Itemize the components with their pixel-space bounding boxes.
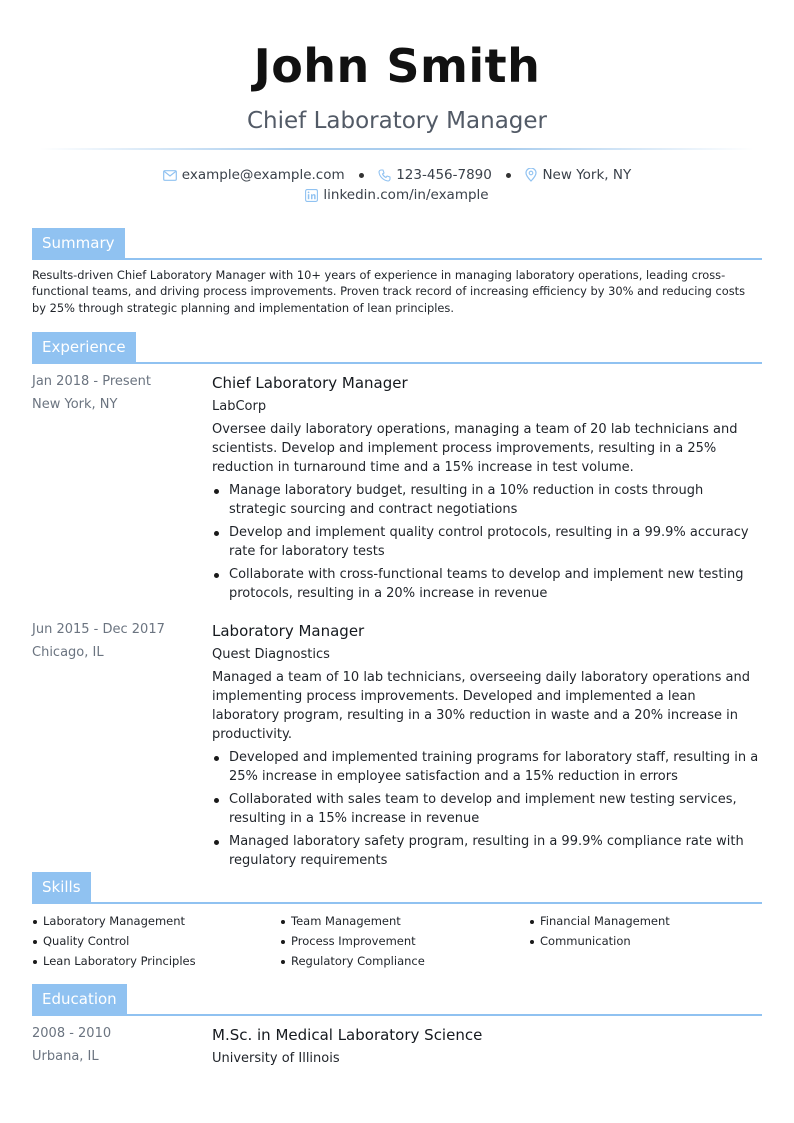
job-description: Oversee daily laboratory operations, managing a team of 20 lab technicians and scientists. Develop and implement process improvements, resulting in a 25% reduction in turnaround time and a 15% increase in test volume. xyxy=(212,422,738,475)
candidate-name: John Smith xyxy=(253,39,541,93)
job-dates: Jun 2015 - Dec 2017 xyxy=(32,622,165,637)
section-title: Skills xyxy=(32,872,91,902)
list-item: Manage laboratory budget, resulting in a 10% reduction in costs through strategic sourcing and contract negotiations xyxy=(212,481,764,519)
section-experience xyxy=(32,332,762,364)
education-location: Urbana, IL xyxy=(32,1049,99,1064)
job-meta xyxy=(32,370,202,416)
candidate-title: Chief Laboratory Manager xyxy=(247,108,547,134)
list-item: Developed and implemented training programs for laboratory staff, resulting in a 25% increase in employee satisfaction and a 15% reduction in errors xyxy=(212,748,764,786)
section-title: Summary xyxy=(32,228,125,258)
mail-icon xyxy=(163,170,177,181)
skill-item: Lean Laboratory Principles xyxy=(32,951,272,971)
skill-item: Process Improvement xyxy=(280,931,520,951)
job-bullets xyxy=(212,748,764,870)
phone-text: 123-456-7890 xyxy=(396,167,492,183)
section-rule xyxy=(32,362,762,364)
job-location: Chicago, IL xyxy=(32,645,104,660)
contact-row-2 xyxy=(0,185,794,205)
job-dates: Jan 2018 - Present xyxy=(32,374,151,389)
skill-item: Team Management xyxy=(280,911,520,931)
section-rule xyxy=(32,902,762,904)
section-rule xyxy=(32,1014,762,1016)
skill-item: Financial Management xyxy=(529,911,769,931)
skill-item: Communication xyxy=(529,931,769,951)
section-summary xyxy=(32,228,762,260)
separator-dot xyxy=(506,173,511,178)
contact-phone[interactable] xyxy=(378,165,492,185)
linkedin-icon xyxy=(305,189,318,202)
section-rule xyxy=(32,258,762,260)
skill-item: Regulatory Compliance xyxy=(280,951,520,971)
header-divider xyxy=(40,148,754,150)
job-description: Managed a team of 10 lab technicians, overseeing daily laboratory operations and implementing process improvements. Developed and implemented a lean laboratory program, resulting in a 30% reduction in waste and a 20% increase in productivity. xyxy=(212,670,750,742)
contact-linkedin[interactable] xyxy=(305,185,488,205)
skills-column xyxy=(32,911,272,971)
job-entry xyxy=(212,371,764,607)
phone-icon xyxy=(378,169,391,182)
section-title: Experience xyxy=(32,332,136,362)
school-name: University of Illinois xyxy=(212,1051,340,1066)
contact-location xyxy=(525,165,631,185)
degree-title: M.Sc. in Medical Laboratory Science xyxy=(212,1026,483,1044)
job-title: Chief Laboratory Manager xyxy=(212,374,408,392)
separator-dot xyxy=(359,173,364,178)
list-item: Collaborated with sales team to develop and implement new testing services, resulting in a 15% increase in revenue xyxy=(212,790,764,828)
map-pin-icon xyxy=(525,168,537,182)
summary-text: Results-driven Chief Laboratory Manager with 10+ years of experience in managing laboratory operations, leading cross-functional teams, and driving process improvements. Proven track record of increasing efficiency by 30% and reducing costs by 25% through strategic planning and implementation of lean principles. xyxy=(32,268,746,315)
skills-column xyxy=(280,911,520,971)
education-dates: 2008 - 2010 xyxy=(32,1026,112,1041)
contact-row xyxy=(0,165,794,185)
skills-column xyxy=(529,911,769,951)
list-item: Collaborate with cross-functional teams to develop and implement new testing protocols, resulting in a 20% increase in revenue xyxy=(212,565,764,603)
job-bullets xyxy=(212,481,764,603)
skill-item: Laboratory Management xyxy=(32,911,272,931)
linkedin-text: linkedin.com/in/example xyxy=(323,187,489,203)
job-company: Quest Diagnostics xyxy=(212,647,330,662)
email-text: example@example.com xyxy=(181,167,345,183)
location-text: New York, NY xyxy=(542,167,632,183)
section-skills xyxy=(32,872,762,904)
section-education xyxy=(32,984,762,1016)
section-title: Education xyxy=(32,984,127,1014)
job-title: Laboratory Manager xyxy=(212,622,365,640)
list-item: Managed laboratory safety program, resulting in a 99.9% compliance rate with regulatory requirements xyxy=(212,832,764,870)
job-location: New York, NY xyxy=(32,397,118,412)
list-item: Develop and implement quality control protocols, resulting in a 99.9% accuracy rate for laboratory tests xyxy=(212,523,764,561)
skill-item: Quality Control xyxy=(32,931,272,951)
job-company: LabCorp xyxy=(212,399,267,414)
job-meta xyxy=(32,618,202,664)
job-entry xyxy=(212,619,764,874)
education-meta xyxy=(32,1022,202,1068)
education-entry xyxy=(212,1023,764,1070)
contact-email[interactable] xyxy=(163,165,345,185)
